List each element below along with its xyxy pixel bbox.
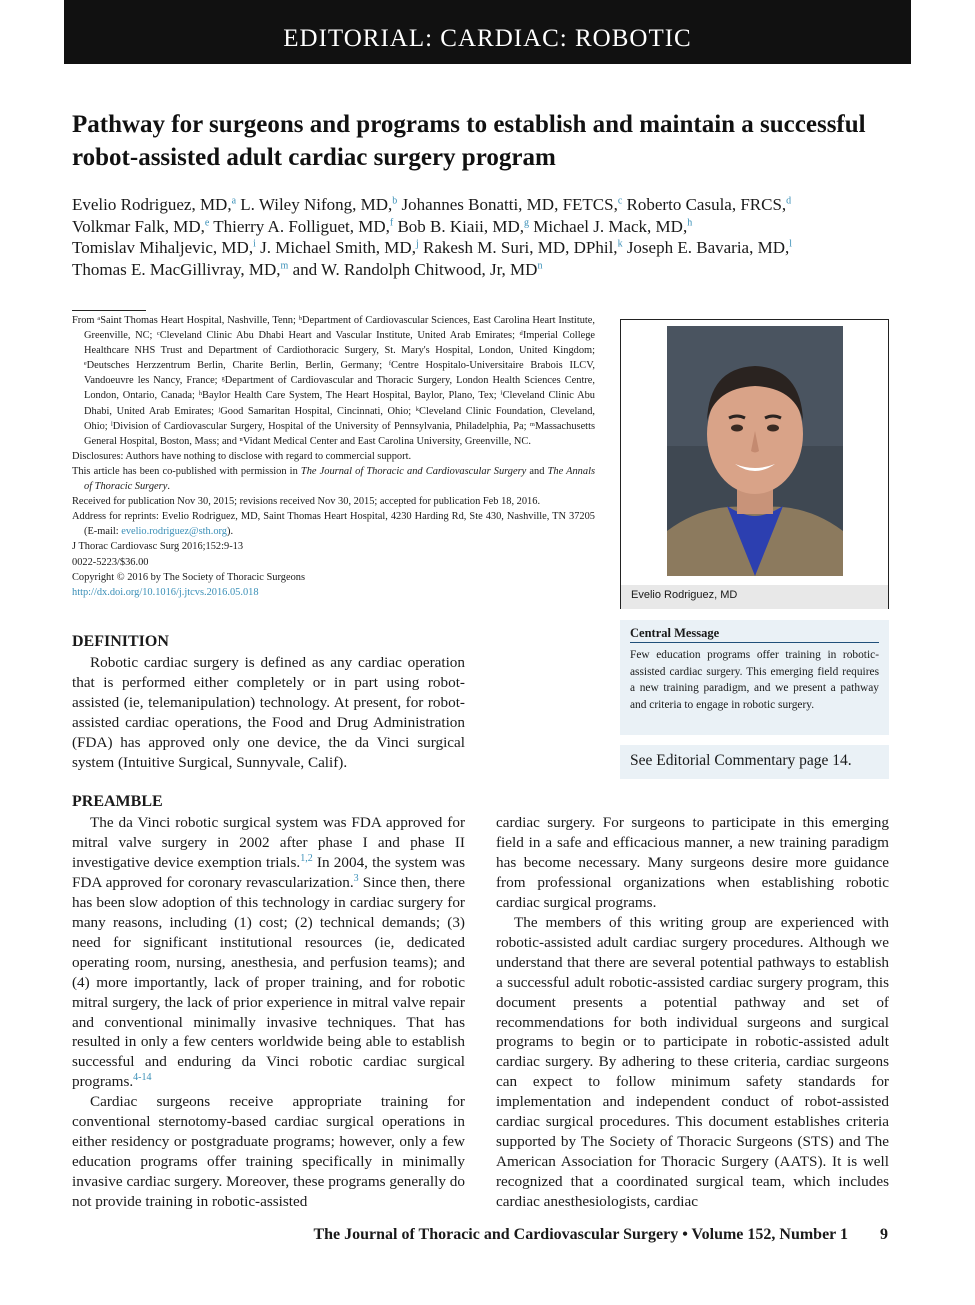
email-link[interactable]: evelio.rodriguez@sth.org — [121, 526, 227, 538]
author: Thomas E. MacGillivray, MD,$^m$ — [72, 259, 289, 279]
disclosures: Disclosures: Authors have nothing to disclose with regard to commercial support. — [72, 450, 412, 462]
preamble-heading: PREAMBLE — [72, 793, 163, 810]
author: Roberto Casula, FRCS,$^d$ — [626, 195, 792, 214]
author: Tomislav Mihaljevic, MD,$^i$ — [72, 238, 256, 257]
central-message-box — [620, 620, 889, 735]
photo-caption: Evelio Rodriguez, MD — [621, 585, 888, 609]
paragraph: The members of this writing group are experienced with robotic-assisted adult cardiac surgery procedures. Although we understand that there are several potential pathways to establish a successful adult robotic-assisted cardiac surgery program, this document presents a potential pathway and set of recommendations for both individual surgeons and surgical programs to begin or to participate in robotic-assisted adult cardiac surgery. By adhering to these criteria, cardiac surgeons can expect to follow minimum safety standards for implementation and independent conduct of robot-assisted cardiac surgical procedures. This document establishes criteria supported by The Society of Thoracic Surgeons (STS) and The American Association for Thoracic Surgery (AATS). It is well recognized that a coordinated surgical team, which includes cardiac anesthesiologists, cardiac — [496, 913, 889, 1211]
paragraph: Cardiac surgeons receive appropriate training for conventional sternotomy-based cardiac surgical operations in either residency or postgraduate programs; however, only a few education programs offer training specifically in minimally invasive cardiac surgery. Moreover, these programs generally do not provide training in robotic-assisted — [72, 1093, 465, 1211]
reprint-address: Address for reprints: Evelio Rodriguez, MD, Saint Thomas Heart Hospital, 4230 Harding Rd, Ste 430, Nashville, TN 37205 (E-mail: evelio.rodriguez@sth.org). — [72, 511, 595, 538]
affiliations: From ᵃSaint Thomas Heart Hospital, Nashville, Tenn; ᵇDepartment of Cardiovascular Sciences, East Carolina Heart Institute, Greenville, NC; ᶜCleveland Clinic Abu Dhabi Heart and Vascular Institute, United Arab Emirates; ᵈImperial College Healthcare NHS Trust and Department of Cardiothoracic Surgery, St. Mary's Hospital, London, United Kingdom; ᵉDeutsches Herzzentrum Berlin, Charite Berlin, Berlin, Germany; ᶠCentre Hospitalo-Universitaire Brabois ILCV, Vandoeuvre les Nancy, France; ᵍDepartment of Cardiovascular and Thoracic Surgery, London Health Sciences Centre, London, Ontario, Canada; ʰBaylor Health Care System, The Heart Hospital, Baylor, Plano, Tex; ⁱCleveland Clinic Abu Dhabi, United Arab Emirates; ʲGood Samaritan Hospital, Cincinnati, Ohio; ᵏCleveland Clinic Foundation, Cleveland, Ohio; ˡDivision of Cardiovascular Surgery, Hospital of the University of Pennsylvania, Philadelphia, Pa; ᵐMassachusetts General Hospital, Boston, Mass; and ⁿVidant Medical Center and East Carolina University, Greenville, NC. — [72, 315, 595, 447]
author-photo — [667, 326, 843, 576]
author-list — [72, 194, 892, 280]
article-front-matter — [72, 313, 595, 600]
editorial-commentary-link[interactable]: See Editorial Commentary page 14. — [620, 745, 889, 779]
reference-link[interactable]: 1,2 — [300, 852, 313, 864]
central-message-text: Few education programs offer training in robotic-assisted cardiac surgery. This emerging field requires a new training paradigm, and we present a pathway and criteria to engage in robotic surgery. — [630, 649, 879, 711]
journal-info: The Journal of Thoracic and Cardiovascular Surgery • Volume 152, Number 1 — [313, 1226, 848, 1243]
author: Joseph E. Bavaria, MD,$^l$ — [626, 238, 793, 257]
central-message-heading: Central Message — [630, 626, 879, 643]
copublication-note: This article has been co-published with permission in The Journal of Thoracic and Cardiovascular Surgery and The Annals of Thoracic Surgery. — [72, 465, 596, 493]
received-dates: Received for publication Nov 30, 2015; revisions received Nov 30, 2015; accepted for publication Feb 18, 2016. — [72, 496, 541, 508]
issn: 0022-5223/$36.00 — [72, 556, 149, 568]
author: Bob B. Kiaii, MD,$^g$ — [397, 216, 530, 236]
author: Michael J. Mack, MD,$^h$ — [533, 216, 693, 236]
definition-body: Robotic cardiac surgery is defined as any cardiac operation that is performed either completely or in part using robot-assisted (ie, telemanipulation) technology. At present, for robot-assisted cardiac operations, the Food and Drug Administration (FDA) has approved only one device, the da Vinci surgical system (Intuitive Surgical, Sunnyvale, Calif). — [72, 654, 465, 771]
footnote-rule — [72, 310, 146, 311]
definition-heading: DEFINITION — [72, 633, 169, 650]
preamble-body-left — [72, 813, 465, 1212]
author: L. Wiley Nifong, MD,$^b$ — [240, 195, 398, 214]
author: Volkmar Falk, MD,$^e$ — [72, 216, 210, 236]
page-footer — [72, 1226, 888, 1244]
article-title: Pathway for surgeons and programs to establish and maintain a successful robot-assisted adult cardiac surgery program — [72, 111, 866, 171]
paragraph: The da Vinci robotic surgical system was FDA approved for mitral valve surgery in 2002 after phase I and phase II investigative device exemption trials.$^{1,2}$ In 2004, the system was FDA approved for coronary revascularization.$^3$ Since then, there has been slow adoption of this technology in cardiac surgery for many reasons, including (1) cost; (2) technical demands; (3) need for significant institutional resources (ie, dedicated operating room, nursing, anesthesia, and perfusion teams); and (4) more importantly, lack of proper training, and for robotic mitral surgery, the lack of prior experience in mitral valve repair and conventional minimally invasive techniques. That has resulted in only a few centers worldwide being able to establish successful and enduring da Vinci robotic cardiac surgical programs.$^{4-14}$ — [72, 814, 465, 1091]
author: J. Michael Smith, MD,$^j$ — [260, 238, 419, 257]
author: Johannes Bonatti, MD, FETCS,$^c$ — [401, 195, 623, 214]
reference-link[interactable]: 3 — [353, 872, 359, 884]
page-number: 9 — [880, 1226, 888, 1243]
section-banner: EDITORIAL: CARDIAC: ROBOTIC — [64, 0, 911, 64]
reference-link[interactable]: 4-14 — [133, 1072, 152, 1084]
author: Rakesh M. Suri, MD, DPhil,$^k$ — [422, 238, 623, 257]
paragraph: cardiac surgery. For surgeons to participate in this emerging field in a safe and efficacious manner, a new training paradigm has become necessary. Many surgeons desire more guidance from professional organizations when establishing robotic cardiac surgical programs. — [496, 814, 889, 911]
preamble-body-right — [496, 813, 889, 1212]
copyright: Copyright © 2016 by The Society of Thoracic Surgeons — [72, 571, 305, 583]
citation: J Thorac Cardiovasc Surg 2016;152:9-13 — [72, 541, 244, 553]
author: Evelio Rodriguez, MD,$^a$ — [72, 195, 237, 214]
author-photo-box — [620, 319, 889, 609]
doi-link[interactable]: http://dx.doi.org/10.1016/j.jtcvs.2016.05.018 — [72, 586, 259, 598]
author: Thierry A. Folliguet, MD,$^f$ — [213, 216, 394, 236]
author: and W. Randolph Chitwood, Jr, $MD^n$ — [292, 259, 543, 279]
